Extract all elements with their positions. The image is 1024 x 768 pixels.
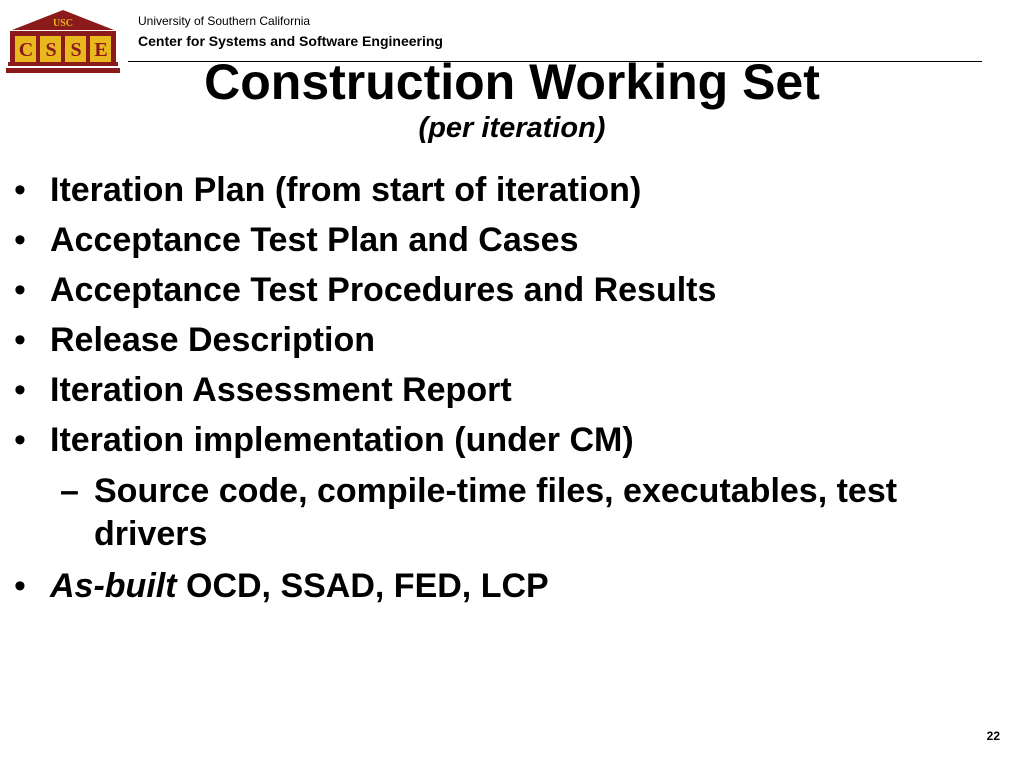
- logo-letter-s1: S: [45, 39, 57, 61]
- bullet-marker: •: [14, 421, 26, 459]
- logo-usc-text: USC: [52, 18, 74, 29]
- bullet-italic-text: As-built: [50, 567, 177, 605]
- bullet-text: Iteration Plan (from start of iteration): [50, 171, 642, 209]
- bullet-marker: •: [14, 271, 26, 309]
- bullet-text: Release Description: [50, 321, 376, 359]
- bullet-text: Iteration Assessment Report: [50, 371, 512, 409]
- bullet-text: Acceptance Test Plan and Cases: [50, 221, 579, 259]
- logo-letter-c: C: [18, 39, 34, 61]
- logo-beam: [10, 31, 116, 36]
- bullet-marker: •: [14, 567, 26, 605]
- bullet-text: Iteration implementation (under CM): [50, 421, 634, 459]
- page-number: 22: [986, 729, 1000, 743]
- sub-bullet-text: Source code, compile-time files, executables, test drivers: [94, 472, 898, 553]
- bullet-text: [50, 565, 549, 607]
- slide-title: Construction Working Set: [204, 54, 820, 110]
- logo-letter-e: E: [94, 39, 108, 61]
- center-name: Center for Systems and Software Engineering: [138, 33, 443, 49]
- bullet-marker: •: [14, 371, 26, 409]
- bullet-marker: •: [14, 321, 26, 359]
- bullet-marker: •: [14, 221, 26, 259]
- slide-subtitle: (per iteration): [418, 112, 606, 144]
- bullet-rest-text: OCD, SSAD, FED, LCP: [176, 567, 549, 605]
- bullet-marker: •: [14, 171, 26, 209]
- logo-letter-s2: S: [70, 39, 82, 61]
- sub-bullet-marker: –: [60, 472, 79, 510]
- university-name: University of Southern California: [138, 14, 311, 28]
- bullet-text: Acceptance Test Procedures and Results: [50, 271, 717, 309]
